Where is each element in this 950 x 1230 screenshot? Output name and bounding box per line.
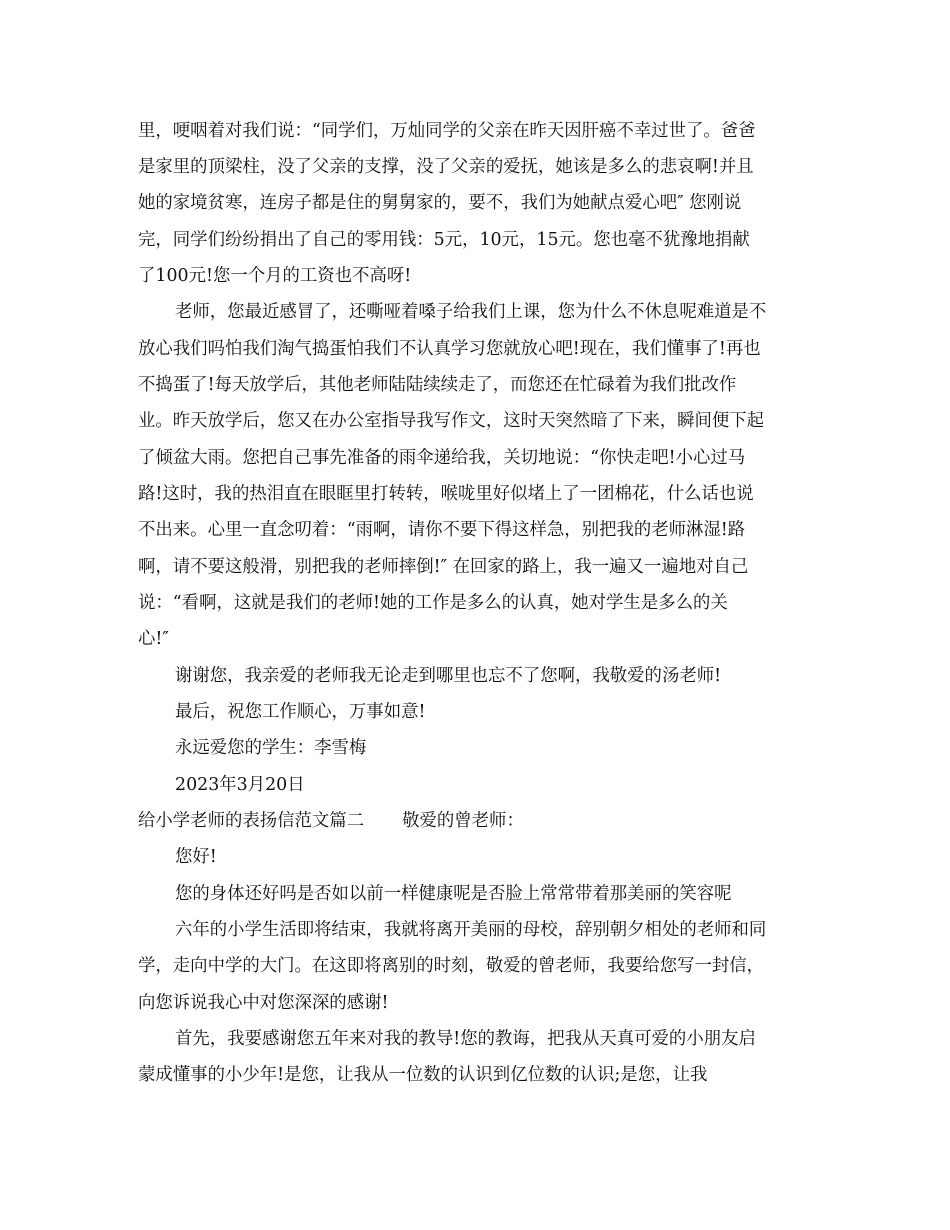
text-line: 路!这时，我的热泪直在眼眶里打转转，喉咙里好似堵上了一团棉花，什么话也说: [138, 484, 754, 504]
paragraph-start-line: 六年的小学生活即将结束，我就将离开美丽的母校，辞别朝夕相处的老师和同: [175, 920, 767, 940]
closing-line: 最后，祝您工作顺心，万事如意!: [175, 702, 426, 722]
paragraph-start-line: 首先，我要感谢您五年来对我的教导!您的教诲，把我从天真可爱的小朋友启: [175, 1029, 756, 1049]
text-line: 学，走向中学的大门。在这即将离别的时刻，敬爱的曾老师，我要给您写一封信，: [138, 956, 765, 976]
text-line: 业。昨天放学后，您又在办公室指导我写作文，这时天突然暗了下来，瞬间便下起: [138, 411, 765, 431]
section-title: 给小学老师的表扬信范文篇二: [138, 811, 365, 831]
salutation: 敬爱的曾老师：: [402, 811, 524, 831]
text-line: 蒙成懂事的小少年!是您，让我从一位数的认识到亿位数的认识;是您，让我: [138, 1065, 708, 1085]
text-line: 完，同学们纷纷捐出了自己的零用钱：5元，10元，15元。您也毫不犹豫地捐献: [138, 230, 750, 250]
text-line: 了倾盆大雨。您把自己事先准备的雨伞递给我，关切地说：“你快走吧!小心过马: [138, 448, 746, 468]
text-line: 向您诉说我心中对您深深的感谢!: [138, 993, 389, 1013]
paragraph-start-line: 您的身体还好吗是否如以前一样健康呢是否脸上常常带着那美丽的笑容呢: [175, 884, 732, 904]
paragraph-start-line: 老师，您最近感冒了，还嘶哑着嗓子给我们上课，您为什么不休息呢难道是不: [175, 302, 767, 322]
text-line: 啊，请不要这般滑，别把我的老师摔倒!″ 在回家的路上，我一遍又一遍地对自己: [138, 557, 749, 577]
date-line: 2023年3月20日: [175, 775, 305, 795]
text-line: 里，哽咽着对我们说：“同学们，万灿同学的父亲在昨天因肝癌不幸过世了。爸爸: [138, 121, 756, 141]
text-line: 是家里的顶梁柱，没了父亲的支撑，没了父亲的爱抚，她该是多么的悲哀啊!并且: [138, 157, 754, 177]
text-line: 了100元!您一个月的工资也不高呀!: [138, 266, 412, 286]
signature-line: 永远爱您的学生：李雪梅: [175, 738, 367, 758]
text-line: 不出来。心里一直念叨着：“雨啊，请你不要下得这样急，别把我的老师淋湿!路: [138, 520, 746, 540]
text-line: 她的家境贫寒，连房子都是住的舅舅家的，要不，我们为她献点爱心吧″ 您刚说: [138, 193, 742, 213]
text-line: 不捣蛋了!每天放学后，其他老师陆陆续续走了，而您还在忙碌着为我们批改作: [138, 375, 737, 395]
section-heading: [138, 810, 524, 832]
text-line: 心!″: [138, 629, 169, 649]
text-line: 说：“看啊，这就是我们的老师!她的工作是多么的认真，她对学生是多么的关: [138, 593, 728, 613]
text-line: 放心我们吗怕我们淘气捣蛋怕我们不认真学习您就放心吧!现在，我们懂事了!再也: [138, 339, 761, 359]
thanks-line: 谢谢您，我亲爱的老师我无论走到哪里也忘不了您啊，我敬爱的汤老师!: [175, 666, 722, 686]
greeting-line: 您好!: [175, 847, 217, 867]
